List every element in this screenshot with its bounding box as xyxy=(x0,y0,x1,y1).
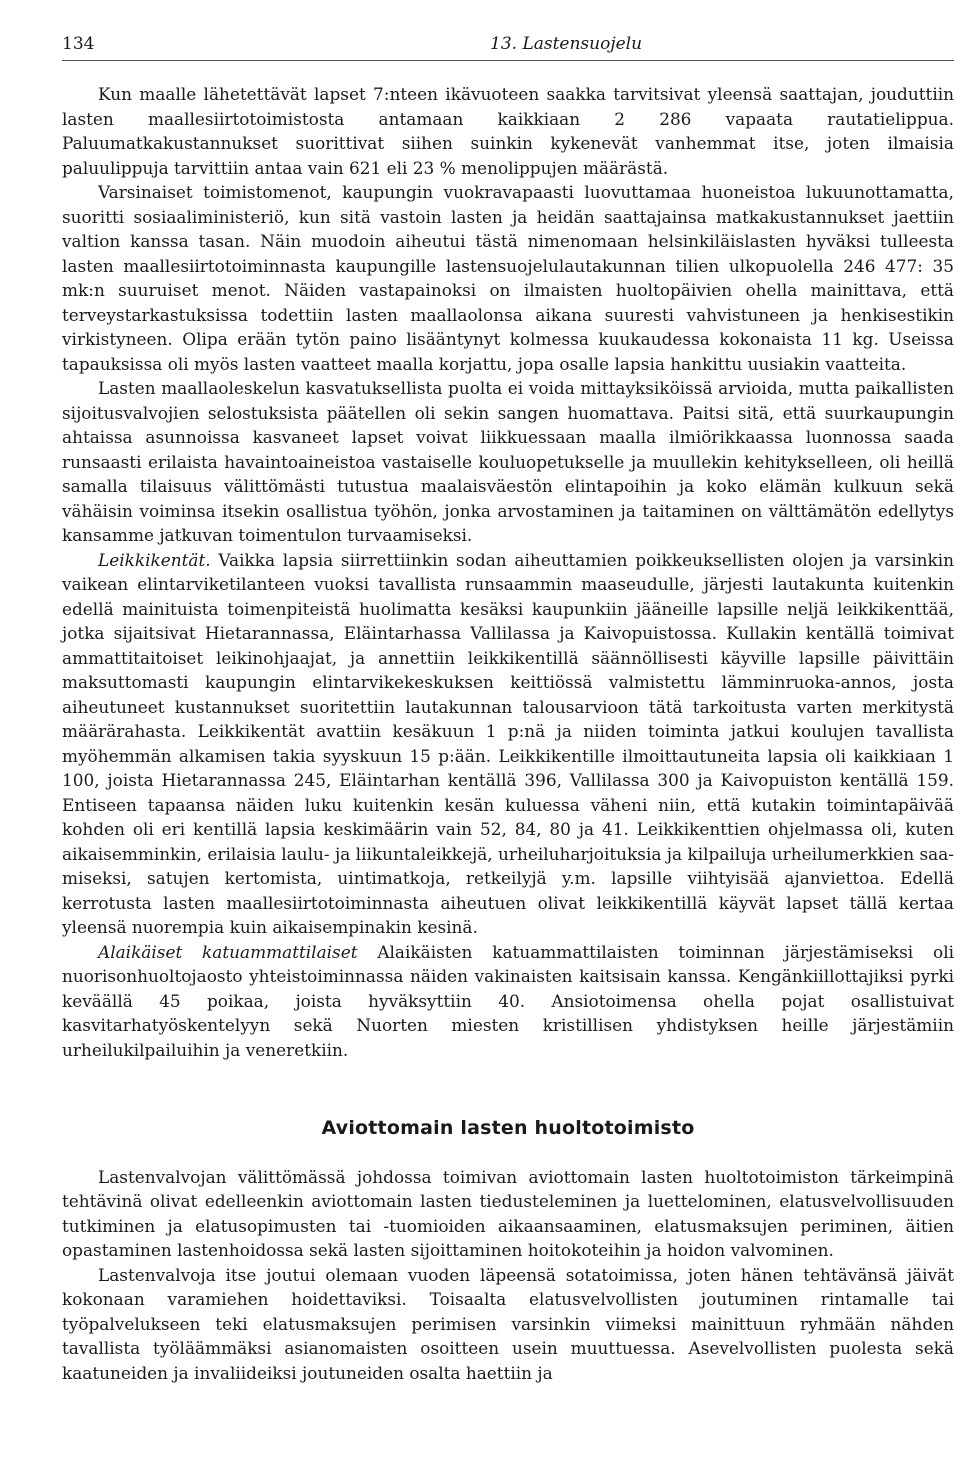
paragraph-text: Lasten maallaoleskelun kasvatuksellista puolta ei voida mittayksiköissä arvioida, mutta paikallisten sijoitusvalvojien selostuksista päätellen oli sekin sangen huomattava. Paitsi sitä, että suurkaupungin ahtaissa asunnoissa kasvaneet lapset voivat liikkuessaan maalla ilmiörikkaassa luonnossa saada runsaasti erilaista havaintoaineistoa vastaiselle kouluopetukselle ja muullekin kehitykselleen, oli heillä samalla tilaisuus välittömästi tutustua maalaisväestön elintapoihin ja koko elämän kulkuun sekä vähäisin voiminsa itsekin osallistua työhön, jonka arvostaminen ja taitaminen on välttämätön edellytys kansamme jatkuvan toimentulon turvaamiseksi. xyxy=(62,378,954,545)
paragraph-text: Lastenvalvojan välittömässä johdossa toimivan aviottomain lasten huoltotoimiston tärkeimpinä tehtävinä olivat edelleenkin aviottomain lasten tiedusteleminen ja luettelominen, elatusvelvollisuuden tutkiminen ja elatusopimusten tai -tuomioiden aikaansaaminen, elatusmaksujen periminen, äitien opastaminen lastenhoidossa sekä lasten sijoittaminen hoitokoteihin ja hoidon valvominen. xyxy=(62,1166,954,1260)
paragraph-text: Alaikäisten katuammattilaisten toiminnan järjestämiseksi oli nuorisonhuoltojaosto yhteistoiminnassa näiden vakinaisten kaitsisain kanssa. Kengänkiillottajiksi pyrki keväällä 45 poikaa, joista hyväksyttiin 40. Ansiotoimensa ohella pojat osallistuivat kasvitarhatyöskentelyyn sekä Nuorten miesten kristillisen yhdistyksen heille järjestämiin urheilukilpailuihin ja veneretkiin. xyxy=(62,941,955,1060)
paragraph-text: Varsinaiset toimistomenot, kaupungin vuokravapaasti luovuttamaa huoneistoa lukuunottamatta, suoritti sosiaaliministeriö, kun sitä vastoin lasten ja heidän saattajainsa matkakustannukset jaettiin valtion kanssa tasan. Näin muodoin aiheutui tästä nimenomaan helsinkiläislasten hyväksi tulleesta lasten maallesiirtotoiminnasta kaupungille lastensuojelulautakunnan tilien ulkopuolella 246 477: 35 mk:n suuruiset menot. Näiden vastapainoksi on ilmaisten huoltopäivien ohella mainittava, että terveystarkastuksissa todettiin lasten maallaolonsa aikana suuresti vahvistuneen ja henkisestikin virkistyneen. Olipa erään tytön paino lisääntynyt kolmessa kuukaudessa kokonaista 11 kg. Useissa tapauksissa oli myös lasten vaatteet maalla korjattu, jopa osalle lapsia hankittu uusiakin vaatteita. xyxy=(62,182,954,374)
paragraph xyxy=(62,1165,954,1263)
paragraph-lead-in: Leikkikentät. xyxy=(98,549,211,570)
paragraph xyxy=(62,548,954,940)
paragraph xyxy=(62,180,954,376)
page-number: 134 xyxy=(62,34,95,54)
paragraph xyxy=(62,940,954,1063)
paragraph xyxy=(62,1263,954,1386)
paragraph xyxy=(62,376,954,548)
paragraph-lead-in: Alaikäiset katuammattilaiset xyxy=(98,941,358,962)
paragraph-text: Lastenvalvoja itse joutui olemaan vuoden läpeensä sotatoimissa, joten hänen tehtävänsä jäivät kokonaan varamiehen hoidettaviksi. Toisaalta elatusvelvollisten joutuminen rintamalle tai työpalvelukseen teki elatusmaksujen perimisen varsinkin viimeksi mainittuun ryhmään nähden tavallista työläämmäksi asianomaisten osoitteen usein muuttuessa. Asevelvollisten puolesta sekä kaatuneiden ja invaliideiksi joutuneiden osalta haettiin ja xyxy=(62,1264,954,1383)
running-title: 13. Lastensuojelu xyxy=(490,34,643,54)
paragraph-text: Vaikka lapsia siirrettiinkin sodan aiheuttamien poikkeuksellisten olojen ja varsinkin vaikean elintarviketilanteen vuoksi tavallista runsaammin maaseudulle, järjesti lautakunta kuitenkin edellä mainituista toimenpiteistä huolimatta kesäksi kaupunkiin jääneille lapsille neljä leikkikenttää, jotka sijaitsivat Hietarannassa, Eläintarhassa Vallilassa ja Kaivopuistossa. Kullakin kentällä toimivat ammattitaitoiset leikinohjaajat, ja annettiin leikkikentillä säännöllisesti käyville lapsille päivittäin maksuttomasti kaupungin elintarvikekeskuksen keittiössä valmistettu lämminruoka-annos, josta aiheutuneet kustannukset suoritettiin lautakunnan talousarvioon tätä tarkoitusta varten merkitystä määrärahasta. Leikkikentät avattiin kesäkuun 1 p:nä ja niiden toiminta jatkui koulujen tavallista myöhemmän alkamisen takia syyskuun 15 p:ään. Leikkikentille ilmoittautuneita lapsia oli kaikkiaan 1 100, joista Hietarannassa 245, Eläintarhan kentällä 396, Vallilassa 300 ja Kaivopuiston kentällä 159. Entiseen tapaansa näiden luku kuitenkin kesän kuluessa väheni niin, että kutakin toimintapäivää kohden oli eri kentillä lapsia keskimäärin vain 52, 84, 80 ja 41. Leikkikenttien ohjelmassa oli, kuten aikaisemminkin, erilaisia laulu- ja liikuntaleikkejä, urheiluharjoituksia ja kilpailuja urheilumerkkien saamiseksi, satujen kertomista, uintimatkoja, retkeilyjä y.m. lapsille viihtyisää ajanviettoa. Edellä kerrotusta lasten maallesiirtotoiminnasta aiheutuen olivat leikkikentillä käyvät lapset tällä kertaa yleensä nuorempia kuin aikaisempinakin kesinä. xyxy=(62,549,954,937)
paragraph xyxy=(62,82,954,180)
page-header xyxy=(62,32,954,61)
section-heading: Aviottomain lasten huoltotoimisto xyxy=(321,1117,695,1139)
paragraph-text: Kun maalle lähetettävät lapset 7:nteen ikävuoteen saakka tarvitsivat yleensä saattajan, jouduttiin lasten maallesiirtotoimistosta antamaan kaikkiaan 2 286 vapaata rautatielippua. Paluumatkakustannukset suorittivat siihen suinkin kykenevät vanhemmat itse, joten ilmaisia paluulippuja tarvittiin antaa vain 621 eli 23 % menolippujen määrästä. xyxy=(62,84,954,178)
body-text xyxy=(62,82,954,1385)
